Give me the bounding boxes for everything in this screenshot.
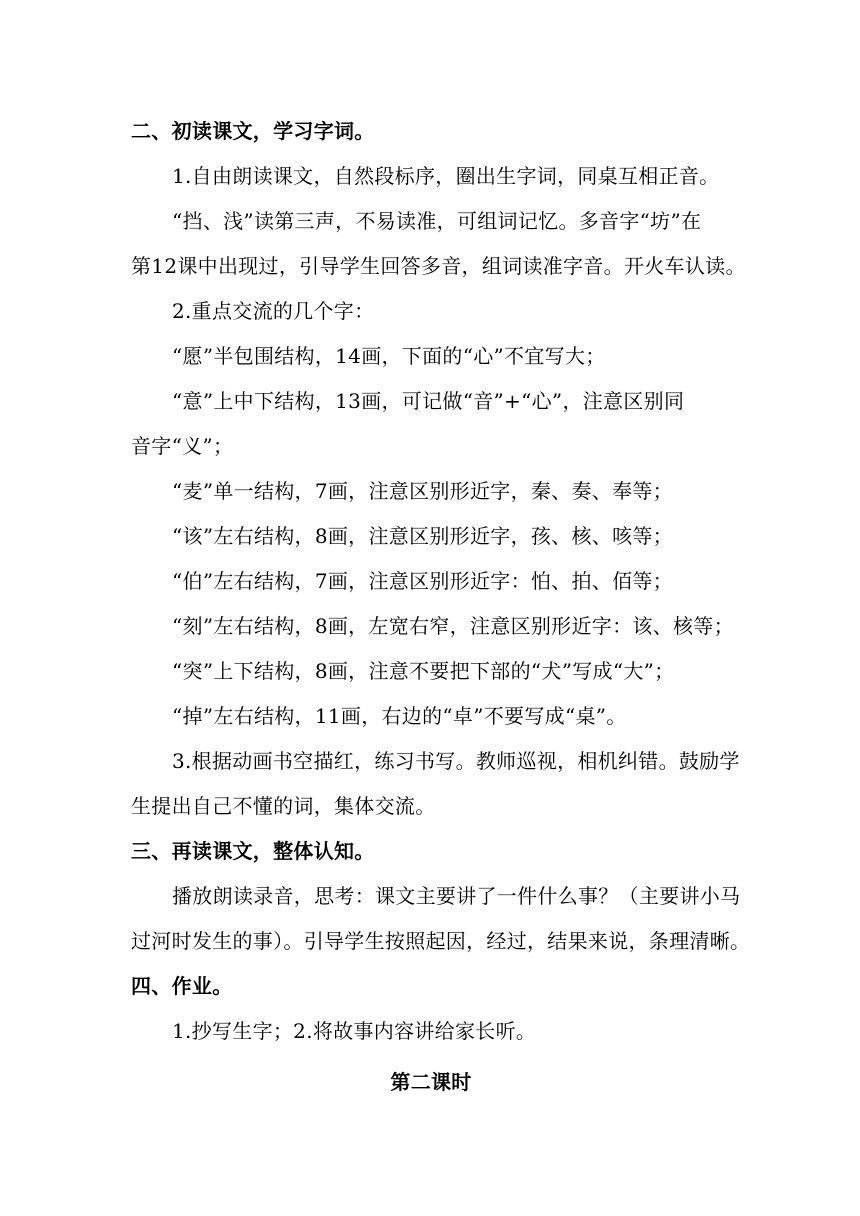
paragraph-free-reading: 1.自由朗读课文，自然段标序，圈出生字词，同桌互相正音。: [172, 164, 720, 188]
char-note-gai: “该”左右结构，8画，注意区别形近字，孩、核、咳等；: [172, 524, 673, 548]
paragraph-writing-line1: 3.根据动画书空描红，练习书写。教师巡视，相机纠错。鼓励学: [172, 749, 740, 773]
char-note-diao: “掉”左右结构，11画，右边的“卓”不要写成“桌”。: [172, 704, 627, 728]
paragraph-pronunciation-line2: 第12课中出现过，引导学生回答多音，组词读准字音。开火车认读。: [131, 254, 746, 278]
char-note-mai: “麦”单一结构，7画，注意区别形近字，秦、奏、奉等；: [172, 479, 673, 503]
paragraph-key-characters: 2.重点交流的几个字：: [172, 299, 375, 323]
paragraph-pronunciation-line1: “挡、浅”读第三声，不易读准，可组词记忆。多音字“坊”在: [172, 209, 702, 233]
heading-section-4: 四、作业。: [131, 974, 233, 998]
document-body: [131, 109, 751, 1105]
paragraph-listening-line2: 过河时发生的事）。引导学生按照起因，经过，结果来说，条理清晰。: [131, 929, 751, 953]
char-note-tu: “突”上下结构，8画，注意不要把下部的“犬”写成“大”；: [172, 659, 675, 683]
section-title-second-lesson: 第二课时: [390, 1070, 472, 1094]
paragraph-listening-line1: 播放朗读录音，思考：课文主要讲了一件什么事？（主要讲小马: [172, 884, 741, 908]
char-note-bo: “伯”左右结构，7画，注意区别形近字：怕、拍、佰等；: [172, 569, 673, 593]
char-note-yi-line2: 音字“义”；: [131, 434, 234, 458]
char-note-yi-line1: “意”上中下结构，13画，可记做“音”+“心”，注意区别同: [172, 389, 685, 413]
paragraph-writing-line2: 生提出自己不懂的词，集体交流。: [131, 794, 436, 818]
paragraph-homework: 1.抄写生字；2.将故事内容讲给家长听。: [172, 1019, 537, 1043]
char-note-ke: “刻”左右结构，8画，左宽右窄，注意区别形近字：该、核等；: [172, 614, 734, 638]
heading-section-3: 三、再读课文，整体认知。: [131, 839, 375, 863]
heading-section-2: 二、初读课文，学习字词。: [131, 119, 375, 143]
char-note-yuan: “愿”半包围结构，14画，下面的“心”不宜写大；: [172, 344, 606, 368]
